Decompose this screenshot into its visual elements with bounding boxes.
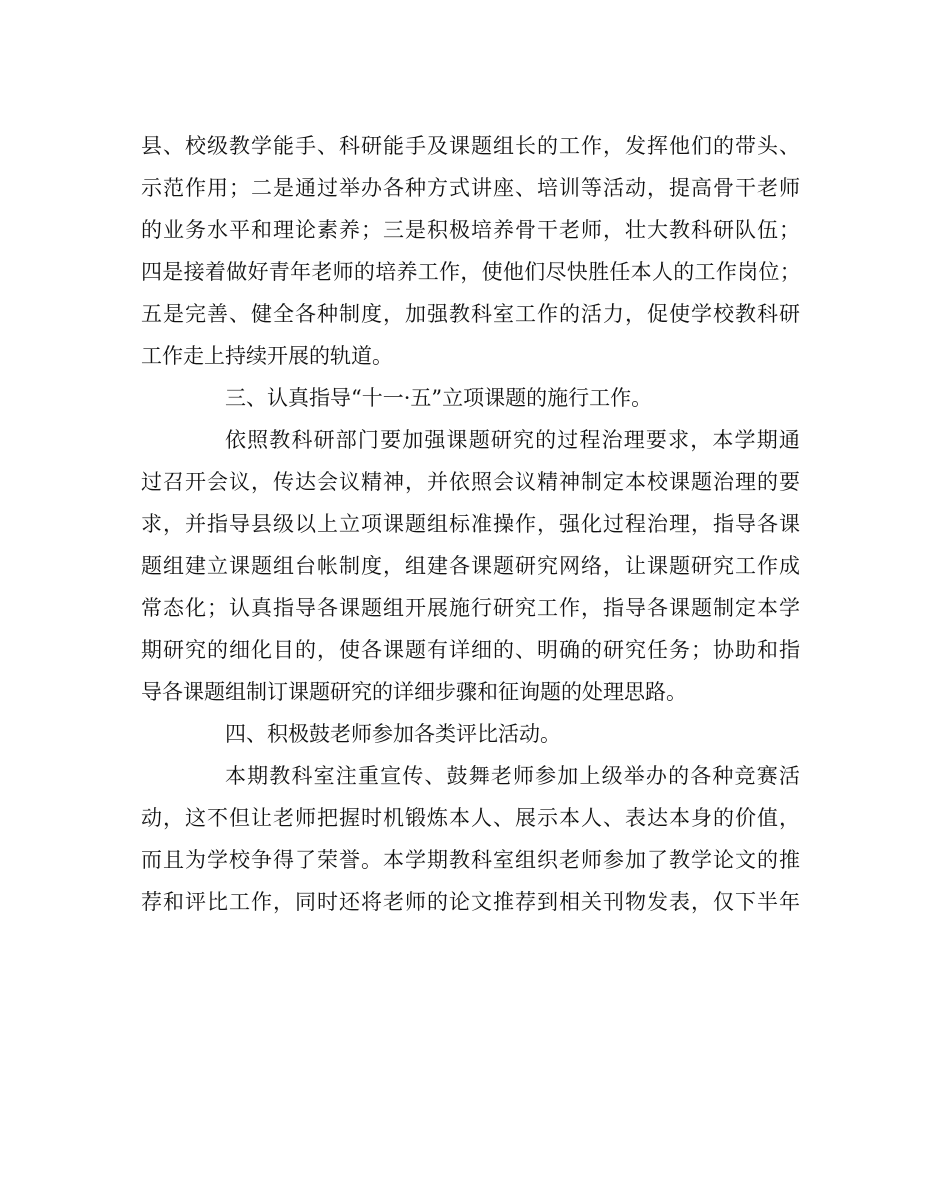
text-line: 四是接着做好青年老师的培养工作，使他们尽快胜任本人的工作岗位； xyxy=(141,260,801,284)
text-line: 常态化；认真指导各课题组开展施行研究工作，指导各课题制定本学 xyxy=(141,596,801,620)
paragraph-first-line: 三、认真指导“十一·五”立项课题的施行工作。 xyxy=(225,386,653,410)
text-line: 求，并指导县级以上立项课题组标准操作，强化过程治理，指导各课 xyxy=(141,512,801,536)
text-line: 工作走上持续开展的轨道。 xyxy=(141,344,393,368)
paragraph-first-line: 四、积极鼓老师参加各类评比活动。 xyxy=(225,722,561,746)
text-line: 而且为学校争得了荣誉。本学期教科室组织老师参加了教学论文的推 xyxy=(141,848,801,872)
text-line: 过召开会议，传达会议精神，并依照会议精神制定本校课题治理的要 xyxy=(141,470,801,494)
text-line: 期研究的细化目的，使各课题有详细的、明确的研究任务；协助和指 xyxy=(141,638,801,662)
paragraph-first-line: 依照教科研部门要加强课题研究的过程治理要求，本学期通 xyxy=(225,428,802,452)
text-line: 导各课题组制订课题研究的详细步骤和征询题的处理思路。 xyxy=(141,680,687,704)
text-line: 示范作用；二是通过举办各种方式讲座、培训等活动，提高骨干老师 xyxy=(141,176,801,200)
document-body xyxy=(141,125,801,923)
text-line: 题组建立课题组台帐制度，组建各课题研究网络，让课题研究工作成 xyxy=(141,554,801,578)
text-line: 动，这不但让老师把握时机锻炼本人、展示本人、表达本身的价值， xyxy=(141,806,801,830)
text-line: 的业务水平和理论素养；三是积极培养骨干老师，壮大教科研队伍； xyxy=(141,218,801,242)
paragraph-first-line: 本期教科室注重宣传、鼓舞老师参加上级举办的各种竞赛活 xyxy=(225,764,802,788)
text-line: 五是完善、健全各种制度，加强教科室工作的活力，促使学校教科研 xyxy=(141,302,801,326)
text-line: 荐和评比工作，同时还将老师的论文推荐到相关刊物发表，仅下半年 xyxy=(141,890,801,914)
text-line: 县、校级教学能手、科研能手及课题组长的工作，发挥他们的带头、 xyxy=(141,134,801,158)
